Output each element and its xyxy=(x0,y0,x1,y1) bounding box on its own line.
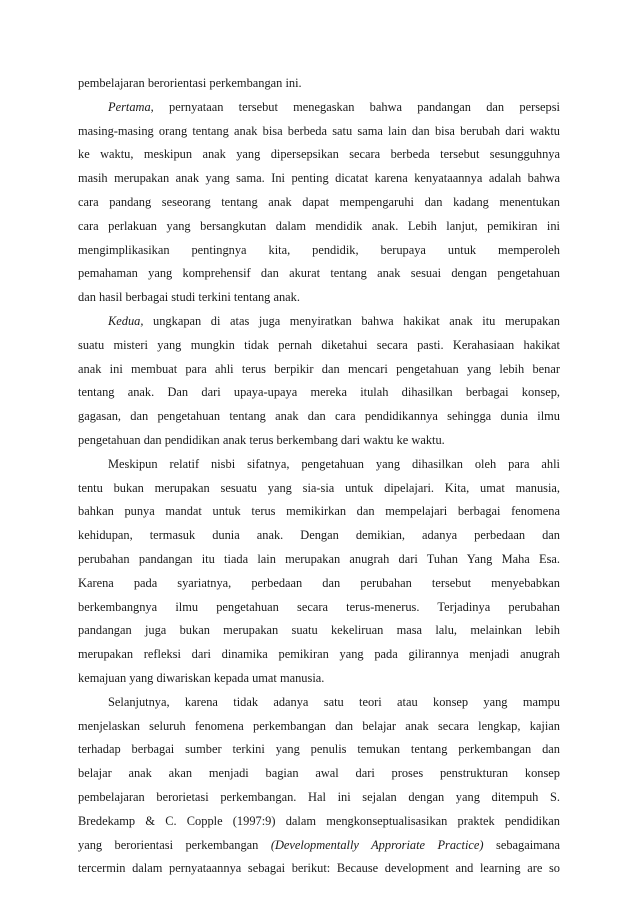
text-line: suatu misteri yang mungkin tidak pernah diketahui secara pasti. Kerahasiaan hakikat xyxy=(78,337,560,352)
text-line: Meskipun relatif nisbi sifatnya, pengetahuan yang dihasilkan oleh para ahli xyxy=(108,456,560,471)
text-line: Bredekamp & C. Copple (1997:9) dalam mengkonseptualisasikan praktek pendidikan xyxy=(78,813,560,828)
text-line: Selanjutnya, karena tidak adanya satu teori atau konsep yang mampu xyxy=(108,694,560,709)
text-line: tentang anak. Dan dari upaya-upaya mereka itulah dihasilkan berbagai konsep, xyxy=(78,385,560,400)
text-line: cara pandang seseorang tentang anak dapat mempengaruhi dan kadang menentukan xyxy=(78,194,560,209)
text-line: pemahaman yang komprehensif dan akurat tentang anak sesuai dengan pengetahuan xyxy=(78,266,560,281)
body-text xyxy=(78,72,560,881)
text-line xyxy=(78,96,560,120)
text-line: mengimplikasikan pentingnya kita, pendidik, berupaya untuk memperoleh xyxy=(78,242,560,257)
text-line: dan hasil berbagai studi terkini tentang anak. xyxy=(78,290,300,305)
italic-text: Pertama, xyxy=(108,99,154,114)
text-segment: yang berorientasi perkembangan xyxy=(78,837,271,852)
text-line: perubahan pandangan itu tiada lain merupakan anugrah dari Tuhan Yang Maha Esa. xyxy=(78,551,560,566)
text-line: Karena pada syariatnya, perbedaan dan perubahan tersebut menyebabkan xyxy=(78,575,560,590)
text-line: anak ini membuat para ahli terus berpikir dan mencari pengetahuan yang lebih benar xyxy=(78,361,560,376)
text-line: masih merupakan anak yang sama. Ini penting dicatat karena kenyataannya adalah bahwa xyxy=(78,171,560,186)
text-line: masing-masing orang tentang anak bisa berbeda satu sama lain dan bisa berubah dari waktu xyxy=(78,123,560,138)
text-line: merupakan refleksi dari dinamika pemikiran yang pada gilirannya menjadi anugrah xyxy=(78,647,560,662)
text-line: kehidupan, termasuk dunia anak. Dengan demikian, adanya perbedaan dan xyxy=(78,528,560,543)
text-line: tercermin dalam pernyataannya sebagai berikut: Because development and learning are so xyxy=(78,861,560,876)
text-line: kemajuan yang diwariskan kepada umat manusia. xyxy=(78,670,325,685)
text-line xyxy=(78,834,560,858)
text-line: cara perlakuan yang bersangkutan dalam mendidik anak. Lebih lanjut, pemikiran ini xyxy=(78,218,560,233)
text-line: gagasan, dan pengetahuan tentang anak dan cara pendidikannya sehingga dunia ilmu xyxy=(78,409,560,424)
text-line: belajar anak akan menjadi bagian awal dari proses penstrukturan konsep xyxy=(78,766,560,781)
italic-text: Kedua, xyxy=(108,313,144,328)
text-line: pembelajaran berorietasi perkembangan. Hal ini sejalan dengan yang ditempuh S. xyxy=(78,789,560,804)
text-line: pembelajaran berorientasi perkembangan ini. xyxy=(78,76,302,90)
text-line: terhadap berbagai sumber terkini yang penulis temukan tentang perkembangan dan xyxy=(78,742,560,757)
text-line: berkembangnya ilmu pengetahuan secara terus-menerus. Terjadinya perubahan xyxy=(78,599,560,614)
italic-text: (Developmentally Approriate Practice) xyxy=(270,837,484,852)
text-segment: ungkapan di atas juga menyiratkan bahwa hakikat anak itu merupakan xyxy=(143,313,560,328)
text-line: menjelaskan seluruh fenomena perkembangan dan belajar anak secara lengkap, kajian xyxy=(78,718,560,733)
text-line: tentu bukan merupakan sesuatu yang sia-sia untuk dipelajari. Kita, umat manusia, xyxy=(78,480,560,495)
text-line xyxy=(78,310,560,334)
text-line: pengetahuan dan pendidikan anak terus berkembang dari waktu ke waktu. xyxy=(78,432,445,447)
text-line: pandangan juga bukan merupakan suatu kekeliruan masa lalu, melainkan lebih xyxy=(78,623,560,638)
text-line: bahkan punya mandat untuk terus memikirkan dan mempelajari berbagai fenomena xyxy=(78,504,560,519)
text-segment: pernyataan tersebut menegaskan bahwa pandangan dan persepsi xyxy=(153,99,560,114)
text-segment: sebagaimana xyxy=(483,837,560,852)
text-line: ke waktu, meskipun anak yang dipersepsikan secara berbeda tersebut sesungguhnya xyxy=(78,147,560,162)
